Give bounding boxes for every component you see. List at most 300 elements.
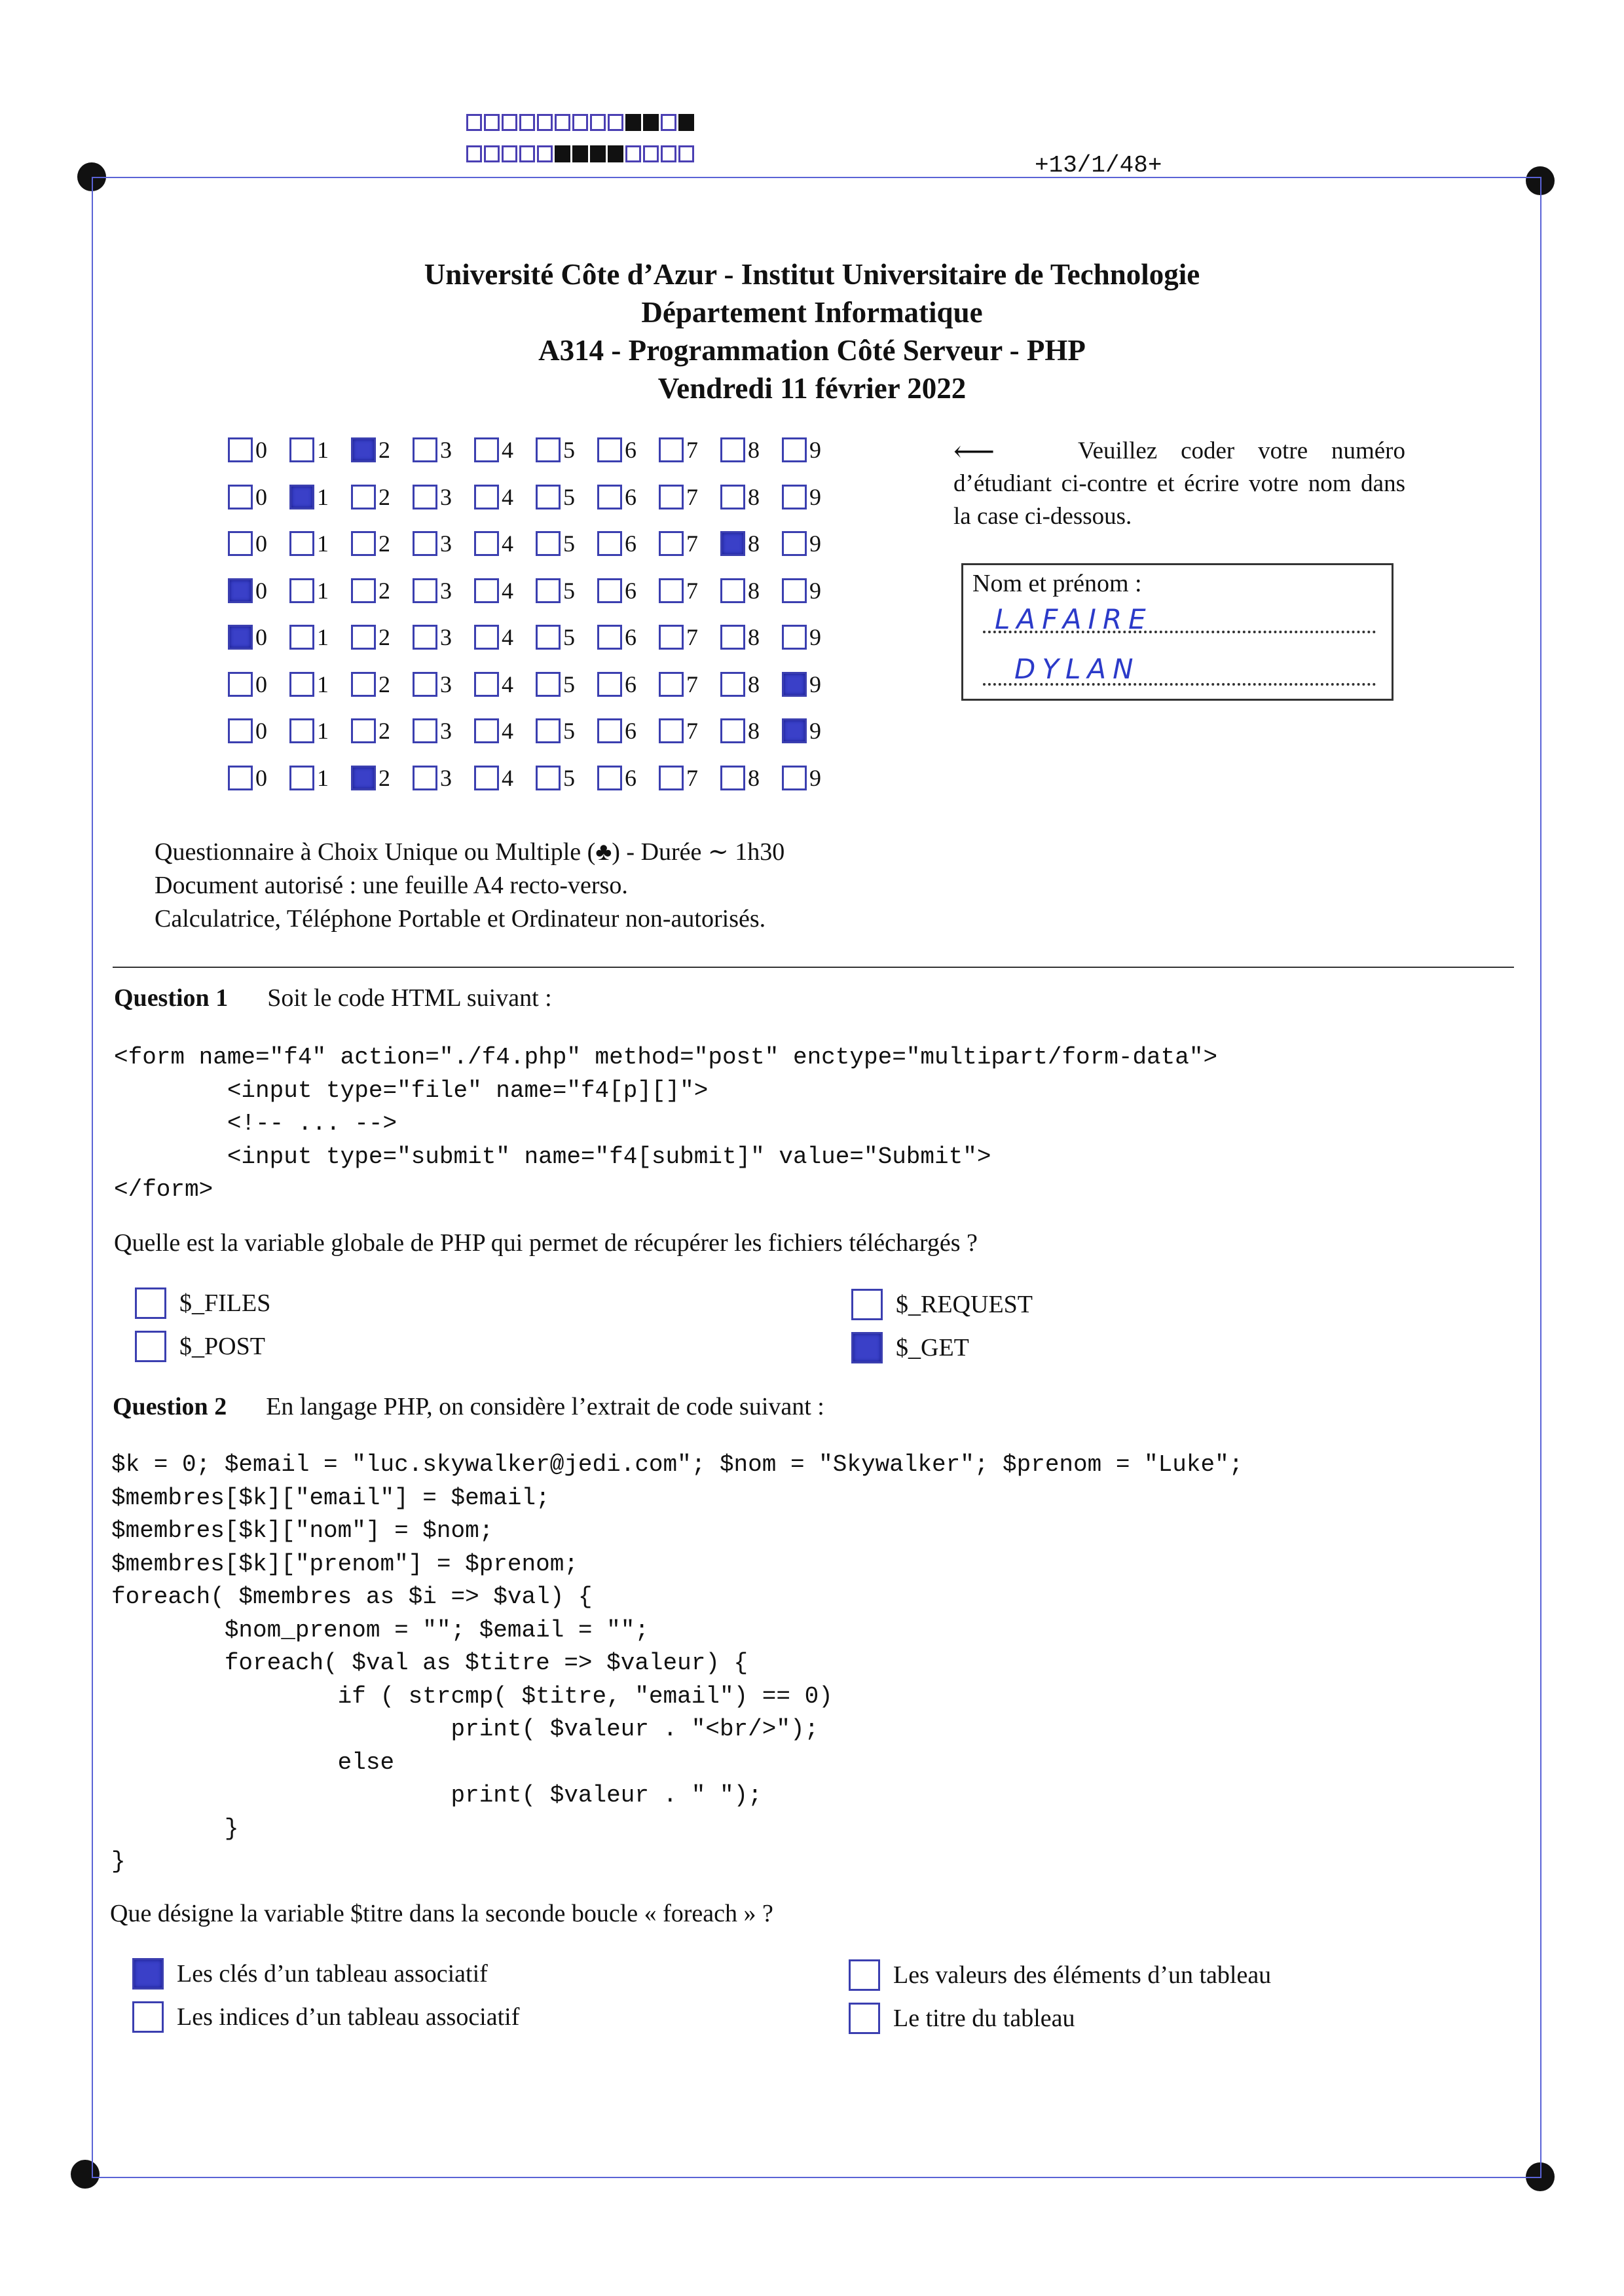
id-digit-checkbox[interactable] (413, 718, 437, 743)
id-digit-label: 6 (625, 718, 637, 744)
id-grid-cell[interactable] (413, 482, 474, 512)
id-grid-row (228, 482, 843, 512)
id-grid-cell[interactable] (474, 716, 536, 746)
id-digit-label: 8 (748, 671, 760, 697)
id-digit-label: 3 (440, 437, 452, 463)
id-digit-checkbox[interactable] (228, 766, 253, 790)
question-2-prompt: Que désigne la variable $titre dans la seconde boucle « foreach » ? (110, 1900, 773, 1927)
id-grid-cell[interactable] (351, 669, 413, 699)
question-1-number: Question 1 (114, 984, 229, 1012)
id-digit-checkbox[interactable] (536, 625, 561, 650)
id-grid-cell[interactable] (782, 763, 843, 793)
id-grid-cell[interactable] (474, 528, 536, 559)
q1-option-files-label: $_FILES (179, 1289, 271, 1317)
id-grid-cell[interactable] (351, 528, 413, 559)
id-grid-cell[interactable] (289, 716, 351, 746)
id-digit-checkbox[interactable] (720, 766, 745, 790)
id-digit-checkbox[interactable] (289, 625, 314, 650)
id-grid-cell[interactable] (351, 576, 413, 606)
id-digit-label: 7 (686, 671, 698, 697)
id-grid-cell[interactable] (782, 435, 843, 465)
question-2-heading (113, 1392, 824, 1421)
exam-info (155, 836, 784, 936)
name-box-label: Nom et prénom : (972, 570, 1142, 597)
id-digit-label: 3 (440, 718, 452, 744)
id-digit-label: 1 (317, 764, 329, 791)
id-digit-checkbox[interactable] (228, 578, 253, 603)
q1-option-request-checkbox[interactable] (851, 1289, 883, 1320)
id-digit-label: 5 (563, 437, 575, 463)
id-digit-label: 8 (748, 624, 760, 650)
id-digit-checkbox[interactable] (289, 437, 314, 462)
id-digit-label: 5 (563, 671, 575, 697)
id-digit-label: 1 (317, 530, 329, 557)
id-digit-checkbox[interactable] (536, 766, 561, 790)
id-grid-cell[interactable] (782, 576, 843, 606)
id-digit-label: 6 (625, 764, 637, 791)
exam-info-format: Questionnaire à Choix Unique ou Multiple (♣) - Durée ∼ 1h30 (155, 838, 785, 866)
q2-option-values-checkbox[interactable] (849, 1959, 880, 1991)
question-2-code: $k = 0; $email = "luc.skywalker@jedi.com"; $nom = "Skywalker"; $prenom = "Luke"; $membres[$k]["email"] = $email; $membres[$k]["nom"] = $nom; $membres[$k]["prenom"] = $prenom; foreach( $membres as $i => $val) { $nom_prenom = ""; $email = ""; foreach( $val as $titre => $valeur) { if ( strcmp( $titre, "email") == 0) print( $valeur . "<br/>"); else print( $valeur . " "); } } (111, 1451, 1244, 1875)
id-grid-cell[interactable] (720, 763, 782, 793)
id-digit-label: 6 (625, 671, 637, 697)
id-digit-label: 9 (809, 624, 821, 650)
id-grid-cell[interactable] (413, 435, 474, 465)
id-grid-cell[interactable] (536, 622, 597, 652)
id-digit-label: 3 (440, 624, 452, 650)
id-digit-label: 9 (809, 671, 821, 697)
id-digit-checkbox[interactable] (474, 672, 499, 697)
question-1-code: <form name="f4" action="./f4.php" method="post" enctype="multipart/form-data"> <input type="file" name="f4[p][]"> <!-- ... --> <input type="submit" name="f4[submit]" value="Submit"> </form> (114, 1044, 1218, 1203)
id-digit-checkbox[interactable] (413, 766, 437, 790)
id-digit-checkbox[interactable] (597, 672, 622, 697)
timing-marks-row-2 (466, 145, 696, 162)
id-digit-checkbox[interactable] (413, 485, 437, 509)
id-digit-label: 4 (502, 530, 513, 557)
id-digit-checkbox[interactable] (720, 625, 745, 650)
id-grid-cell[interactable] (413, 669, 474, 699)
handwritten-last-name: LAFAIRE (995, 603, 1153, 635)
id-grid-cell[interactable] (597, 716, 659, 746)
id-digit-checkbox[interactable] (597, 485, 622, 509)
id-digit-label: 9 (809, 483, 821, 510)
question-1-prompt: Quelle est la variable globale de PHP qui permet de récupérer les fichiers téléchargés ? (114, 1229, 978, 1257)
q1-option-get-label: $_GET (896, 1334, 969, 1361)
id-digit-checkbox[interactable] (351, 437, 376, 462)
id-grid-cell[interactable] (289, 482, 351, 512)
id-digit-label: 7 (686, 764, 698, 791)
id-grid-row (228, 576, 843, 606)
id-grid-cell[interactable] (413, 622, 474, 652)
id-digit-label: 8 (748, 577, 760, 604)
id-digit-checkbox[interactable] (659, 485, 684, 509)
id-digit-label: 5 (563, 483, 575, 510)
id-digit-label: 9 (809, 577, 821, 604)
id-digit-label: 4 (502, 718, 513, 744)
id-grid-cell[interactable] (228, 669, 289, 699)
id-digit-label: 2 (378, 437, 390, 463)
id-digit-checkbox[interactable] (782, 437, 807, 462)
id-grid-cell[interactable] (659, 528, 720, 559)
id-digit-checkbox[interactable] (536, 718, 561, 743)
id-digit-checkbox[interactable] (474, 578, 499, 603)
id-digit-label: 0 (255, 530, 267, 557)
id-digit-label: 0 (255, 483, 267, 510)
id-digit-label: 2 (378, 483, 390, 510)
id-digit-label: 4 (502, 671, 513, 697)
id-digit-checkbox[interactable] (720, 672, 745, 697)
id-digit-checkbox[interactable] (536, 578, 561, 603)
id-digit-checkbox[interactable] (659, 672, 684, 697)
id-grid-cell[interactable] (289, 622, 351, 652)
handwritten-first-name: DYLAN (1014, 653, 1140, 685)
id-grid-cell[interactable] (720, 669, 782, 699)
id-digit-checkbox[interactable] (474, 531, 499, 556)
id-grid-cell[interactable] (351, 482, 413, 512)
q1-option-post-label: $_POST (179, 1333, 265, 1360)
id-digit-label: 6 (625, 530, 637, 557)
id-digit-checkbox[interactable] (597, 437, 622, 462)
id-grid-cell[interactable] (659, 669, 720, 699)
id-digit-checkbox[interactable] (536, 437, 561, 462)
id-grid-cell[interactable] (351, 716, 413, 746)
id-digit-label: 2 (378, 764, 390, 791)
exam-date: Vendredi 11 février 2022 (657, 372, 967, 405)
q1-option-request[interactable] (851, 1289, 1033, 1320)
id-grid-row (228, 669, 843, 699)
id-grid-cell[interactable] (597, 669, 659, 699)
id-grid-cell[interactable] (536, 669, 597, 699)
id-digit-checkbox[interactable] (413, 531, 437, 556)
id-digit-checkbox[interactable] (659, 766, 684, 790)
id-digit-checkbox[interactable] (782, 531, 807, 556)
id-digit-label: 0 (255, 437, 267, 463)
id-digit-label: 6 (625, 483, 637, 510)
id-grid-cell[interactable] (659, 763, 720, 793)
id-digit-checkbox[interactable] (228, 485, 253, 509)
id-digit-label: 9 (809, 437, 821, 463)
id-digit-checkbox[interactable] (597, 625, 622, 650)
department-title: Département Informatique (641, 296, 983, 329)
id-digit-checkbox[interactable] (289, 485, 314, 509)
exam-header (157, 255, 1467, 407)
id-grid-row (228, 622, 843, 652)
id-digit-label: 6 (625, 577, 637, 604)
id-digit-checkbox[interactable] (659, 578, 684, 603)
id-digit-label: 7 (686, 483, 698, 510)
id-digit-checkbox[interactable] (720, 718, 745, 743)
id-grid-cell[interactable] (720, 576, 782, 606)
id-grid-cell[interactable] (720, 435, 782, 465)
id-digit-label: 8 (748, 764, 760, 791)
exam-info-documents: Document autorisé : une feuille A4 recto-verso. (155, 872, 628, 899)
id-digit-checkbox[interactable] (413, 437, 437, 462)
id-digit-label: 3 (440, 483, 452, 510)
q2-option-indices[interactable] (132, 2001, 519, 2033)
id-digit-checkbox[interactable] (351, 485, 376, 509)
id-digit-checkbox[interactable] (228, 531, 253, 556)
id-grid-cell[interactable] (720, 622, 782, 652)
id-grid-cell[interactable] (413, 763, 474, 793)
id-grid-cell[interactable] (597, 622, 659, 652)
id-grid-cell[interactable] (289, 576, 351, 606)
id-digit-checkbox[interactable] (597, 766, 622, 790)
id-grid-cell[interactable] (597, 576, 659, 606)
id-digit-label: 4 (502, 577, 513, 604)
id-grid-cell[interactable] (782, 482, 843, 512)
id-digit-checkbox[interactable] (228, 625, 253, 650)
section-divider (113, 967, 1514, 968)
id-digit-checkbox[interactable] (782, 625, 807, 650)
id-digit-checkbox[interactable] (659, 625, 684, 650)
id-digit-label: 5 (563, 530, 575, 557)
id-digit-label: 4 (502, 624, 513, 650)
q2-option-values[interactable] (849, 1959, 1271, 1991)
q1-option-files[interactable] (135, 1287, 270, 1319)
id-digit-label: 1 (317, 577, 329, 604)
id-grid-cell[interactable] (474, 576, 536, 606)
id-digit-checkbox[interactable] (228, 437, 253, 462)
id-digit-checkbox[interactable] (720, 578, 745, 603)
timing-marks-row-1 (466, 114, 696, 131)
id-grid-cell[interactable] (228, 435, 289, 465)
q1-option-get[interactable] (851, 1332, 969, 1363)
question-2-number: Question 2 (113, 1393, 227, 1420)
q2-option-title-checkbox[interactable] (849, 2003, 880, 2034)
id-grid-cell[interactable] (536, 482, 597, 512)
id-digit-checkbox[interactable] (597, 531, 622, 556)
id-digit-label: 0 (255, 624, 267, 650)
id-digit-checkbox[interactable] (289, 766, 314, 790)
id-digit-checkbox[interactable] (474, 437, 499, 462)
id-digit-label: 1 (317, 671, 329, 697)
q1-option-request-label: $_REQUEST (896, 1291, 1033, 1318)
id-grid-cell[interactable] (536, 763, 597, 793)
id-grid-cell[interactable] (289, 528, 351, 559)
id-digit-label: 3 (440, 577, 452, 604)
id-digit-checkbox[interactable] (228, 718, 253, 743)
id-grid-cell[interactable] (351, 763, 413, 793)
q2-option-values-label: Les valeurs des éléments d’un tableau (893, 1961, 1272, 1989)
id-digit-label: 0 (255, 764, 267, 791)
id-grid-cell[interactable] (659, 576, 720, 606)
id-grid-cell[interactable] (228, 622, 289, 652)
id-digit-label: 5 (563, 624, 575, 650)
id-grid-cell[interactable] (228, 482, 289, 512)
question-2-intro: En langage PHP, on considère l’extrait de code suivant : (266, 1393, 824, 1420)
id-grid-cell[interactable] (228, 576, 289, 606)
id-digit-checkbox[interactable] (597, 718, 622, 743)
id-grid-cell[interactable] (413, 716, 474, 746)
q1-option-post[interactable] (135, 1331, 265, 1362)
id-grid-cell[interactable] (228, 528, 289, 559)
id-digit-checkbox[interactable] (289, 672, 314, 697)
id-grid-cell[interactable] (474, 622, 536, 652)
id-grid-cell[interactable] (597, 482, 659, 512)
course-title: A314 - Programmation Côté Serveur - PHP (538, 334, 1086, 367)
id-digit-checkbox[interactable] (782, 672, 807, 697)
id-digit-label: 7 (686, 577, 698, 604)
id-digit-label: 7 (686, 437, 698, 463)
id-digit-checkbox[interactable] (720, 531, 745, 556)
q2-option-indices-checkbox[interactable] (132, 2001, 164, 2033)
id-digit-checkbox[interactable] (289, 718, 314, 743)
question-1-intro: Soit le code HTML suivant : (267, 984, 552, 1012)
question-1-heading (114, 984, 552, 1012)
id-grid-cell[interactable] (659, 622, 720, 652)
id-digit-checkbox[interactable] (474, 766, 499, 790)
exam-info-devices: Calculatrice, Téléphone Portable et Ordinateur non-autorisés. (155, 905, 766, 933)
id-grid-cell[interactable] (597, 528, 659, 559)
id-digit-label: 3 (440, 671, 452, 697)
id-digit-checkbox[interactable] (289, 531, 314, 556)
id-digit-label: 3 (440, 530, 452, 557)
id-grid-cell[interactable] (351, 435, 413, 465)
id-grid-cell[interactable] (782, 669, 843, 699)
instruction-text: Veuillez coder votre numéro d’étudiant ci-contre et écrire votre nom dans la case ci-dessous. (953, 437, 1405, 530)
id-grid-cell[interactable] (413, 576, 474, 606)
id-grid-cell[interactable] (659, 435, 720, 465)
id-digit-label: 3 (440, 764, 452, 791)
id-digit-checkbox[interactable] (659, 531, 684, 556)
id-grid-cell[interactable] (597, 435, 659, 465)
id-digit-label: 2 (378, 718, 390, 744)
id-digit-label: 6 (625, 624, 637, 650)
id-grid-cell[interactable] (659, 716, 720, 746)
id-digit-checkbox[interactable] (413, 625, 437, 650)
id-grid-cell[interactable] (536, 576, 597, 606)
id-digit-checkbox[interactable] (413, 578, 437, 603)
id-grid-cell[interactable] (659, 482, 720, 512)
id-digit-checkbox[interactable] (474, 718, 499, 743)
id-grid-cell[interactable] (782, 528, 843, 559)
id-grid-cell[interactable] (351, 622, 413, 652)
id-digit-label: 0 (255, 577, 267, 604)
id-grid-cell[interactable] (597, 763, 659, 793)
id-digit-label: 7 (686, 530, 698, 557)
id-grid-cell[interactable] (782, 716, 843, 746)
id-digit-checkbox[interactable] (720, 437, 745, 462)
id-grid-row (228, 763, 843, 793)
id-digit-checkbox[interactable] (351, 531, 376, 556)
id-digit-checkbox[interactable] (413, 672, 437, 697)
id-grid-row (228, 528, 843, 559)
q2-option-title[interactable] (849, 2003, 1075, 2034)
id-digit-label: 2 (378, 624, 390, 650)
id-digit-label: 2 (378, 577, 390, 604)
id-grid-cell[interactable] (474, 482, 536, 512)
id-digit-checkbox[interactable] (597, 578, 622, 603)
id-digit-label: 8 (748, 437, 760, 463)
id-digit-checkbox[interactable] (536, 485, 561, 509)
id-digit-label: 9 (809, 718, 821, 744)
id-digit-checkbox[interactable] (659, 437, 684, 462)
id-digit-label: 5 (563, 764, 575, 791)
id-grid-cell[interactable] (474, 669, 536, 699)
id-grid-cell[interactable] (536, 528, 597, 559)
id-digit-label: 5 (563, 577, 575, 604)
id-digit-checkbox[interactable] (351, 718, 376, 743)
q1-option-get-checkbox[interactable] (851, 1332, 883, 1363)
id-digit-label: 1 (317, 624, 329, 650)
id-digit-label: 0 (255, 671, 267, 697)
id-digit-checkbox[interactable] (289, 578, 314, 603)
id-digit-label: 9 (809, 530, 821, 557)
id-grid-cell[interactable] (413, 528, 474, 559)
id-digit-checkbox[interactable] (659, 718, 684, 743)
id-digit-checkbox[interactable] (782, 578, 807, 603)
instruction-arrow: ⟵ (953, 435, 995, 468)
q2-option-keys-label: Les clés d’un tableau associatif (177, 1960, 488, 1988)
id-digit-label: 2 (378, 671, 390, 697)
id-grid-row (228, 716, 843, 746)
id-grid-cell[interactable] (474, 763, 536, 793)
id-digit-label: 0 (255, 718, 267, 744)
id-digit-checkbox[interactable] (351, 672, 376, 697)
id-digit-checkbox[interactable] (474, 485, 499, 509)
id-digit-label: 4 (502, 437, 513, 463)
id-digit-checkbox[interactable] (474, 625, 499, 650)
id-digit-checkbox[interactable] (536, 531, 561, 556)
id-grid-cell[interactable] (720, 716, 782, 746)
university-title: Université Côte d’Azur - Institut Universitaire de Technologie (424, 258, 1200, 291)
id-digit-label: 7 (686, 624, 698, 650)
page-number: +13/1/48+ (1035, 152, 1162, 179)
id-digit-label: 7 (686, 718, 698, 744)
id-digit-checkbox[interactable] (351, 766, 376, 790)
id-digit-checkbox[interactable] (351, 578, 376, 603)
q2-option-indices-label: Les indices d’un tableau associatif (177, 2003, 520, 2031)
id-digit-checkbox[interactable] (782, 766, 807, 790)
q2-option-title-label: Le titre du tableau (893, 2005, 1075, 2032)
id-digit-checkbox[interactable] (351, 625, 376, 650)
id-digit-checkbox[interactable] (536, 672, 561, 697)
q1-option-files-checkbox[interactable] (135, 1287, 166, 1319)
q2-option-keys-checkbox[interactable] (132, 1958, 164, 1990)
name-box (961, 563, 1393, 701)
id-digit-checkbox[interactable] (782, 485, 807, 509)
id-grid-cell[interactable] (228, 763, 289, 793)
id-digit-label: 9 (809, 764, 821, 791)
id-digit-label: 4 (502, 764, 513, 791)
id-digit-checkbox[interactable] (782, 718, 807, 743)
q2-option-keys[interactable] (132, 1958, 488, 1990)
id-digit-label: 8 (748, 718, 760, 744)
id-digit-checkbox[interactable] (720, 485, 745, 509)
id-digit-label: 2 (378, 530, 390, 557)
id-grid-cell[interactable] (289, 435, 351, 465)
id-grid-cell[interactable] (720, 482, 782, 512)
id-digit-label: 8 (748, 483, 760, 510)
q1-option-post-checkbox[interactable] (135, 1331, 166, 1362)
id-grid-cell[interactable] (536, 435, 597, 465)
id-digit-label: 1 (317, 718, 329, 744)
id-grid-cell[interactable] (782, 622, 843, 652)
id-digit-label: 6 (625, 437, 637, 463)
id-grid-cell[interactable] (720, 528, 782, 559)
id-digit-label: 8 (748, 530, 760, 557)
id-grid-cell[interactable] (289, 763, 351, 793)
id-grid-cell[interactable] (289, 669, 351, 699)
id-digit-checkbox[interactable] (228, 672, 253, 697)
id-digit-label: 1 (317, 437, 329, 463)
id-grid-cell[interactable] (228, 716, 289, 746)
id-grid-cell[interactable] (536, 716, 597, 746)
student-id-grid (228, 435, 857, 802)
id-grid-cell[interactable] (474, 435, 536, 465)
id-digit-label: 5 (563, 718, 575, 744)
id-digit-label: 1 (317, 483, 329, 510)
